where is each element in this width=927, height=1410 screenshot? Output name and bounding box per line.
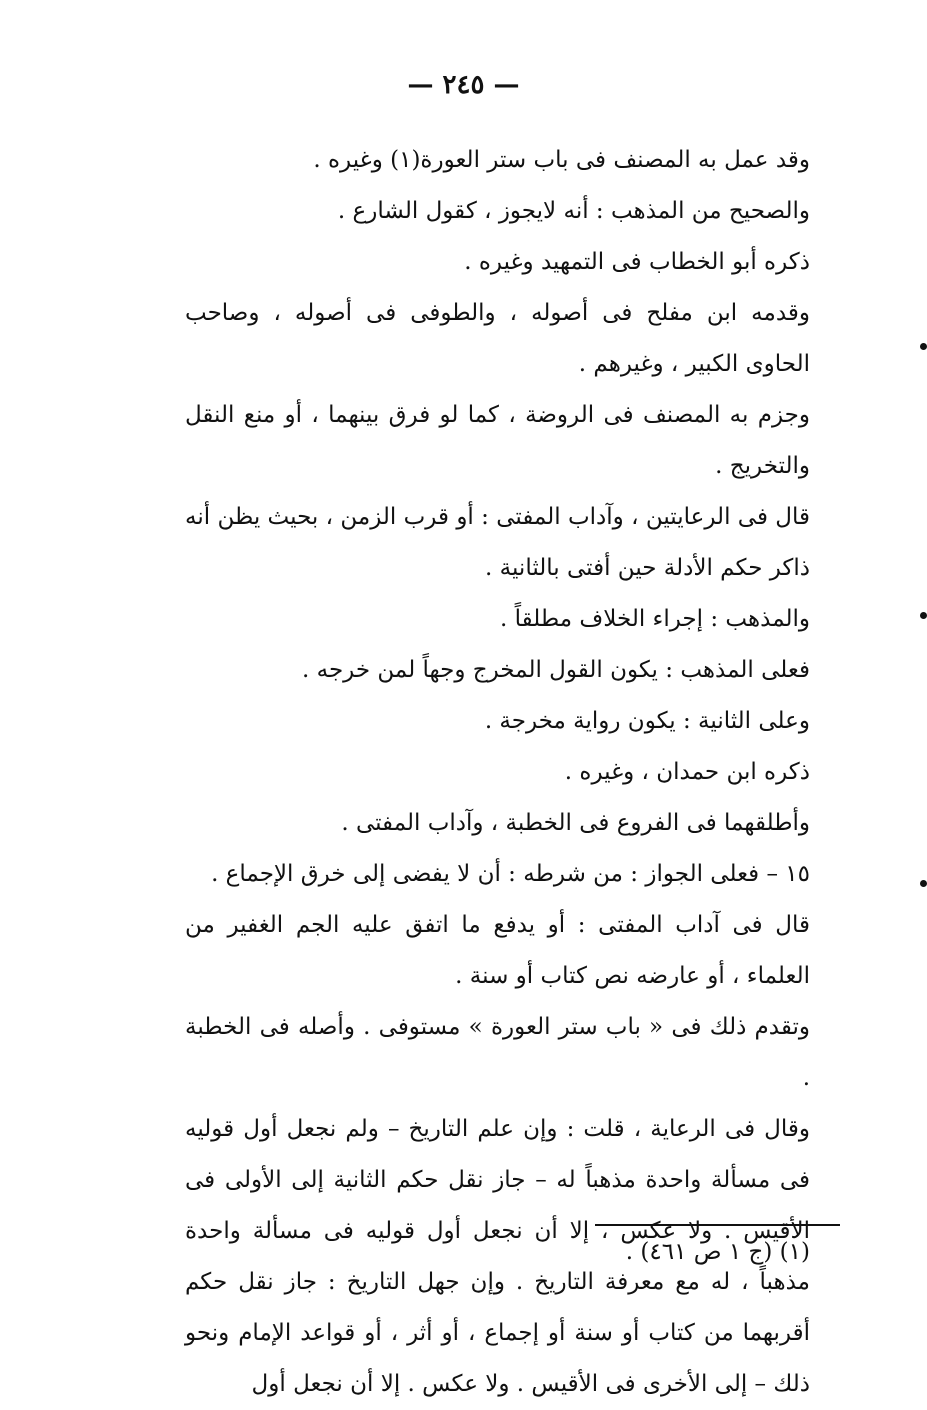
- main-text: [185, 135, 810, 1410]
- page-number: — ٢٤٥ —: [407, 70, 520, 100]
- paragraph: وقد عمل به المصنف فى باب ستر العورة(١) وغيره .: [313, 147, 810, 173]
- paragraph: وجزم به المصنف فى الروضة ، كما لو فرق بينهما ، أو منع النقل والتخريج .: [185, 402, 810, 479]
- paragraph: وقدمه ابن مفلح فى أصوله ، والطوفى فى أصوله ، وصاحب الحاوى الكبير ، وغيرهم .: [185, 300, 810, 377]
- paragraph: قال فى الرعايتين ، وآداب المفتى : أو قرب الزمن ، بحيث يظن أنه ذاكر حكم الأدلة حين أفتى بالثانية .: [185, 504, 810, 581]
- paragraph: وأطلقهما فى الفروع فى الخطبة ، وآداب المفتى .: [341, 810, 810, 836]
- footnote: (١) (ج ١ ص ٤٦١) .: [625, 1239, 810, 1265]
- paragraph: ذكره أبو الخطاب فى التمهيد وغيره .: [464, 249, 810, 275]
- paragraph: ذكره ابن حمدان ، وغيره .: [564, 759, 810, 785]
- paragraph: وتقدم ذلك فى « باب ستر العورة » مستوفى . وأصله فى الخطبة .: [185, 1014, 810, 1091]
- footnote-divider: [595, 1224, 840, 1226]
- paragraph: فعلى المذهب : يكون القول المخرج وجهاً لمن خرجه .: [302, 657, 810, 683]
- paragraph: وقال فى الرعاية ، قلت : وإن علم التاريخ – ولم نجعل أول قوليه فى مسألة واحدة مذهباً له – جاز نقل حكم الثانية إلى الأولى فى الأقيس . ولا عكس ، إلا أن نجعل أول قوليه فى مسألة واحدة مذهباً ، له مع معرفة التاريخ . وإن جهل التاريخ : جاز نقل حكم أقربهما من كتاب أو سنة أو إجماع ، أو أثر ، أو قواعد الإمام ونحو ذلك – إلى الأخرى فى الأقيس . ولا عكس . إلا أن نجعل أول: [185, 1116, 810, 1397]
- paragraph: وعلى الثانية : يكون رواية مخرجة .: [484, 708, 810, 734]
- margin-dot-mark: [920, 880, 927, 887]
- margin-dot-mark: [920, 343, 927, 350]
- margin-dot-mark: [920, 612, 927, 619]
- paragraph: قال فى آداب المفتى : أو يدفع ما اتفق عليه الجم الغفير من العلماء ، أو عارضه نص كتاب أو سنة .: [185, 912, 810, 989]
- paragraph: والمذهب : إجراء الخلاف مطلقاً .: [500, 606, 810, 632]
- paragraph: والصحيح من المذهب : أنه لايجوز ، كقول الشارع .: [337, 198, 810, 224]
- numbered-paragraph: ١٥ – فعلى الجواز : من شرطه : أن لا يفضى إلى خرق الإجماع .: [211, 861, 810, 887]
